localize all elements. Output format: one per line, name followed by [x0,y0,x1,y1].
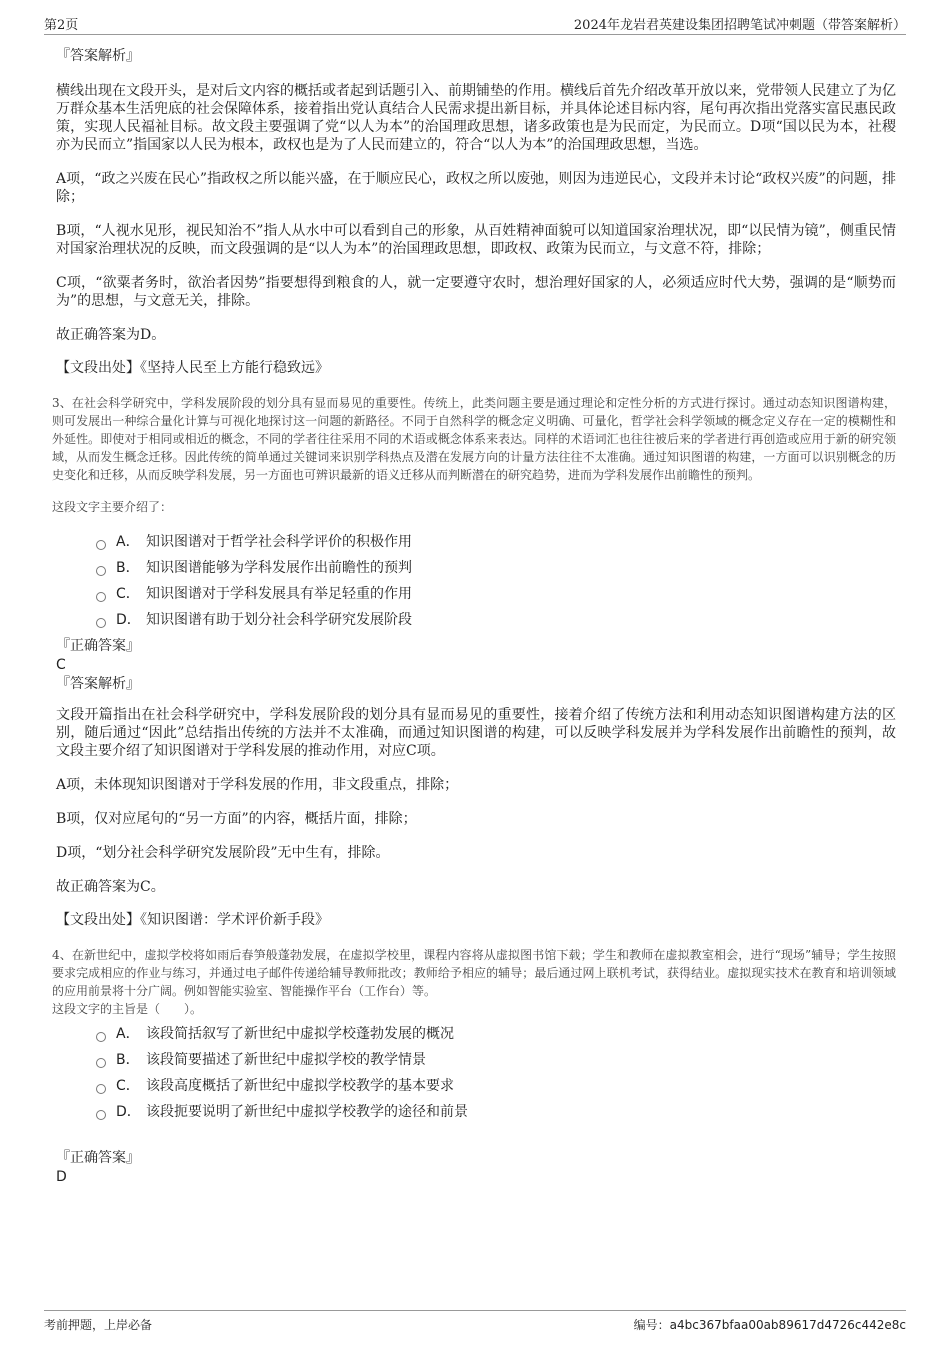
option-letter: C． [116,586,140,602]
radio-button[interactable] [96,1084,106,1094]
option-letter: B． [116,560,140,576]
q4-answer: D [56,1169,67,1185]
q2-analysis-label: 『答案解析』 [56,48,140,64]
q2-option-a-analysis: A项，“政之兴废在民心”指政权之所以能兴盛，在于顺应民心，政权之所以废弛，则因为违逆民心，文段并未讨论“政权兴废”的问题，排除； [56,171,896,205]
radio-button[interactable] [96,566,106,576]
option-text: 该段简要描述了新世纪中虚拟学校的教学情景 [146,1052,426,1068]
q2-option-b-analysis: B项，“人视水见形，视民知治不”指人从水中可以看到自己的形象，从百姓精神面貌可以知道国家治理状况，即“以民情为镜”，侧重民情对国家治理状况的反映，而文段强调的是“以人为本”的治国理政思想，即政权、政策为民而立，与文意不符，排除； [56,223,896,257]
option-letter: B． [116,1052,140,1068]
option-letter: A． [116,1026,140,1042]
option-text: 该段扼要说明了新世纪中虚拟学校教学的途径和前景 [146,1104,468,1120]
radio-button[interactable] [96,618,106,628]
option-letter: D． [116,1104,141,1120]
radio-button[interactable] [96,1032,106,1042]
q4-options [96,1024,896,1128]
option-text: 该段高度概括了新世纪中虚拟学校教学的基本要求 [146,1078,454,1094]
footer-code-block [634,1316,906,1333]
q2-analysis: 横线出现在文段开头，是对后文内容的概括或者起到话题引入、前期铺垫的作用。横线后首先介绍改革开放以来，党带领人民建立了为亿万群众基本生活兜底的社会保障体系，接着指出党认真结合人民需求提出新目标，并具体论述目标内容，尾句再次指出党落实富民惠民政策，实现人民福祉目标。故文段主要强调了党“以人为本”的治国理政思想，诸多政策也是为民而定，为民而立。D项“国以民为本，社稷亦为民而立”指国家以人民为根本，政权也是为了人民而建立的，符合“以人为本”的治国理政思想，当选。 [56,83,896,153]
q4-passage: 4、在新世纪中，虚拟学校将如雨后春笋般蓬勃发展，在虚拟学校里，课程内容将从虚拟图书馆下载；学生和教师在虚拟教室相会，进行“现场”辅导；学生按照要求完成相应的作业与练习，并通过电子邮件传递给辅导教师批改；教师给予相应的辅导；最后通过网上联机考试，获得结业。虚拟现实技术在教育和培训领域的应用前景将十分广阔。例如智能实验室、智能操作平台（工作台）等。 [52,948,896,998]
option-letter: C． [116,1078,140,1094]
option-text: 该段简括叙写了新世纪中虚拟学校蓬勃发展的概况 [146,1026,454,1042]
q2-source: 【文段出处】《坚持人民至上方能行稳致远》 [56,360,329,376]
footer-code-label: 编号： [633,1318,670,1332]
option-letter: A． [116,534,140,550]
option-text: 知识图谱能够为学科发展作出前瞻性的预判 [146,560,412,576]
footer-slogan: 考前押题，上岸必备 [44,1318,153,1332]
q3-option-a-analysis: A项，未体现知识图谱对于学科发展的作用，非文段重点，排除； [56,777,459,793]
page-footer [44,1310,906,1333]
q3-option-a[interactable] [96,532,896,558]
q3-option-b[interactable] [96,558,896,584]
page-number: 第2页 [44,18,79,33]
q3-options [96,532,896,636]
option-text: 知识图谱对于学科发展具有举足轻重的作用 [146,586,412,602]
q3-conclusion: 故正确答案为C。 [56,879,165,895]
q3-analysis-label: 『答案解析』 [56,676,140,692]
q3-question: 这段文字主要介绍了： [52,500,173,514]
q4-option-b[interactable] [96,1050,896,1076]
document-title: 2024年龙岩君英建设集团招聘笔试冲刺题（带答案解析） [573,18,906,33]
page-header [44,10,906,35]
q4-answer-label: 『正确答案』 [56,1150,140,1166]
option-text: 知识图谱对于哲学社会科学评价的积极作用 [146,534,412,550]
footer-code: a4bc367bfaa00ab89617d4726c442e8c [669,1318,906,1332]
q4-option-d[interactable] [96,1102,896,1128]
radio-button[interactable] [96,1110,106,1120]
radio-button[interactable] [96,592,106,602]
option-letter: D． [116,612,141,628]
q3-answer: C [56,657,66,673]
q3-analysis: 文段开篇指出在社会科学研究中，学科发展阶段的划分具有显而易见的重要性，接着介绍了传统方法和利用动态知识图谱构建方法的区别，随后通过“因此”总结指出传统的方法并不太准确，而通过知识图谱的构建，可以反映学科发展并为学科发展作出前瞻性的预判，故文段主要介绍了知识图谱对于学科发展的推动作用，对应C项。 [56,707,896,759]
q3-passage: 3、在社会科学研究中，学科发展阶段的划分具有显而易见的重要性。传统上，此类问题主要是通过理论和定性分析的方式进行探讨。通过动态知识图谱构建，则可发展出一种综合量化计算与可视化地探讨这一问题的新路径。不同于自然科学的概念定义明确、可量化，哲学社会科学领域的概念定义存在一定的模糊性和外延性。即使对于相同或相近的概念，不同的学者往往采用不同的术语或概念体系来表达。同样的术语词汇也往往被后来的学者进行再创造或应用于新的研究领域，从而发生概念迁移。因此传统的简单通过关键词来识别学科热点及潜在发展方向的计量方法往往不太准确。通过知识图谱的构建，一方面可以识别概念的历史变化和迁移，从而反映学科发展，另一方面也可辨识最新的语义迁移从而判断潜在的研究趋势，进而为学科发展作出前瞻性的预判。 [52,396,896,482]
q3-option-b-analysis: B项，仅对应尾句的“另一方面”的内容，概括片面，排除； [56,811,417,827]
q3-answer-label: 『正确答案』 [56,638,140,654]
q2-option-c-analysis: C项，“欲粟者务时，欲治者因势”指要想得到粮食的人，就一定要遵守农时，想治理好国家的人，必须适应时代大势，强调的是“顺势而为”的思想，与文意无关，排除。 [56,275,896,309]
q4-question: 这段文字的主旨是（ ）。 [52,1002,203,1016]
q4-option-c[interactable] [96,1076,896,1102]
q3-option-d-analysis: D项，“划分社会科学研究发展阶段”无中生有，排除。 [56,845,390,861]
option-text: 知识图谱有助于划分社会科学研究发展阶段 [146,612,412,628]
q4-option-a[interactable] [96,1024,896,1050]
q3-option-d[interactable] [96,610,896,636]
q2-conclusion: 故正确答案为D。 [56,327,166,343]
radio-button[interactable] [96,540,106,550]
page-content [52,46,896,1186]
q3-option-c[interactable] [96,584,896,610]
q3-source: 【文段出处】《知识图谱：学术评价新手段》 [56,912,329,928]
radio-button[interactable] [96,1058,106,1068]
